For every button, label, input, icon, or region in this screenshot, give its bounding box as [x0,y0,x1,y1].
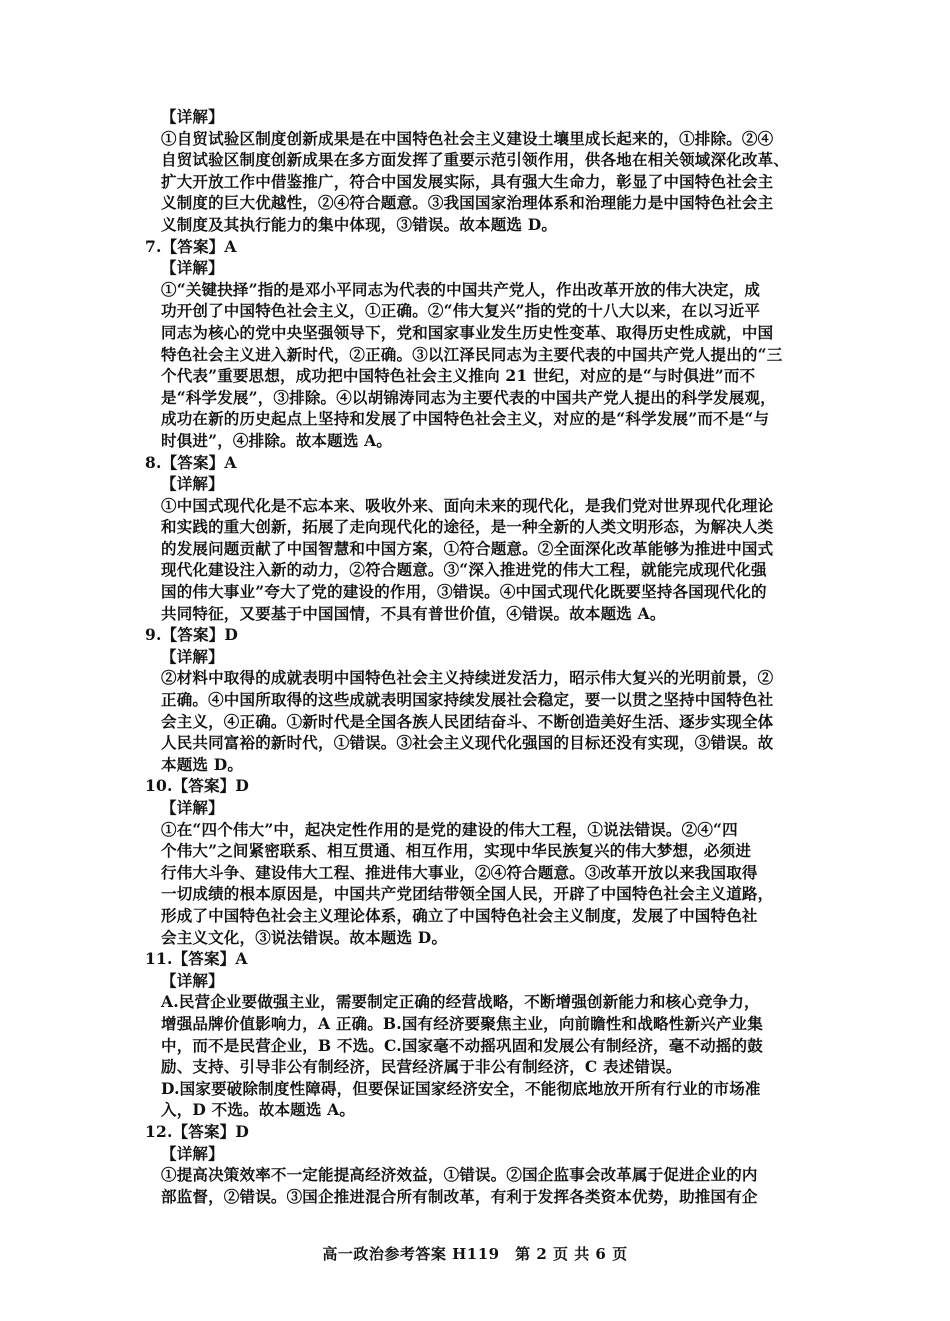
text-line: ①中国式现代化是不忘本来、吸收外来、面向未来的现代化，是我们党对世界现代化理论 [161,495,774,515]
text-line: 特色社会主义进入新时代，②正确。③以江泽民同志为主要代表的中国共产党人提出的“三 [161,344,783,364]
text-line: 自贸试验区制度创新成果在多方面发挥了重要示范引领作用，供各地在相关领域深化改革、 [161,150,790,170]
question-11 [145,948,815,1121]
text-line: 扩大开放工作中借鉴推广，符合中国发展实际，具有强大生命力，彰显了中国特色社会主 [161,171,774,191]
page-footer: 高一政治参考答案 H119 第 2 页 共 6 页 [322,1245,628,1263]
detail-label: 【详解】 [161,798,224,817]
text-line: 义制度及其执行能力的集中体现，③错误。故本题选 D。 [161,214,558,234]
text-line: 国的伟大事业”夸大了党的建设的作用，③错误。④中国式现代化既要坚持各国现代化的 [161,582,767,602]
detail-label: 【详解】 [161,1143,224,1163]
answer-heading: 10.【答案】D [145,776,250,796]
text-line: ①在“四个伟大”中，起决定性作用的是党的建设的伟大工程，①说法错误。②④“四 [161,819,738,839]
text-line: 形成了中国特色社会主义理论体系，确立了中国特色社会主义制度，发展了中国特色社 [161,905,758,925]
detail-label: 【详解】 [161,970,224,990]
text-line: 部监督，②错误。③国企推进混合所有制改革，有利于发挥各类资本优势，助推国有企 [161,1186,758,1206]
text-line: 个代表”重要思想，成功把中国特色社会主义推向 21 世纪，对应的是“与时俱进”而不 [161,366,756,386]
text-line: 会主义，④正确。①新时代是全国各族人民团结奋斗、不断创造美好生活、逐步实现全体 [161,711,774,731]
text-line: 现代化建设注入新的动力，②符合题意。③“深入推进党的伟大工程，就能完成现代化强 [161,560,767,580]
text-line: 入，D 不选。故本题选 A。 [161,1100,356,1120]
text-line: 成功在新的历史起点上坚持和发展了中国特色社会主义，对应的是“科学发展”而不是“与 [161,409,770,429]
text-line: ②材料中取得的成就表明中国特色社会主义持续迸发活力，昭示伟大复兴的光明前景，② [161,668,774,688]
intro-block [145,106,815,236]
detail-label: 【详解】 [161,646,224,666]
text-line: 会主义文化，③说法错误。故本题选 D。 [161,927,448,947]
text-line: 励、支持、引导非公有制经济，民营经济属于非公有制经济，C 表述错误。 [161,1057,682,1077]
text-line [145,1207,815,1229]
detail-label: 【详解】 [161,474,224,494]
question-9 [145,624,815,775]
answer-heading: 9.【答案】D [145,625,239,645]
answer-heading: 12.【答案】D [145,1121,250,1141]
text-line: ①自贸试验区制度创新成果是在中国特色社会主义建设土壤里成长起来的，①排除。②④ [161,128,774,148]
text-line: 义制度的巨大优越性，②④符合题意。③我国国家治理体系和治理能力是中国特色社会主 [161,193,774,213]
text-line: 的发展问题贡献了中国智慧和中国方案，①符合题意。②全面深化改革能够为推进中国式 [161,538,774,558]
text-line: ①提高决策效率不一定能提高经济效益，①错误。②国企监事会改革属于促进企业的内 [161,1165,758,1185]
detail-label: 【详解】 [161,107,224,126]
detail-label: 【详解】 [161,258,224,278]
text-line: 功开创了中国特色社会主义，①正确。②“伟大复兴”指的党的十八大以来，在以习近平 [161,301,761,321]
answer-content [145,106,815,1229]
text-line: 一切成绩的根本原因是，中国共产党团结带领全国人民，开辟了中国特色社会主义道路， [161,884,774,904]
text-line: 增强品牌价值影响力，A 正确。B.国有经济要聚焦主业，向前瞻性和战略性新兴产业集 [161,1013,763,1033]
text-line: A.民营企业要做强主业，需要制定正确的经营战略，不断增强创新能力和核心竞争力， [161,992,760,1012]
text-line: 个伟大”之间紧密联系、相互贯通、相互作用，实现中华民族复兴的伟大梦想，必须进 [161,841,752,861]
text-line: 人民共同富裕的新时代，①错误。③社会主义现代化强国的目标还没有实现，③错误。故 [161,733,774,753]
question-12 [145,1121,815,1229]
text-line: 中，而不是民营企业，B 不选。C.国家毫不动摇巩固和发展公有制经济，毫不动摇的鼓 [161,1035,763,1055]
text-line: 时俱进”，④排除。故本题选 A。 [161,430,393,450]
text-line: 正确。④中国所取得的这些成就表明国家持续发展社会稳定，要一以贯之坚持中国特色社 [161,690,774,710]
text-line: 本题选 D。 [161,754,244,774]
text-line: ①“关键抉择”指的是邓小平同志为代表的中国共产党人，作出改革开放的伟大决定，成 [161,279,761,299]
question-8 [145,452,815,625]
answer-heading: 11.【答案】A [145,949,248,969]
text-line: 共同特征，又要基于中国国情，不具有普世价值，④错误。故本题选 A。 [161,603,666,623]
question-10 [145,775,815,948]
question-7 [145,236,815,452]
text-line: 是“科学发展”，③排除。④以胡锦涛同志为主要代表的中国共产党人提出的科学发展观， [161,387,776,407]
text-line: 和实践的重大创新，拓展了走向现代化的途径，是一种全新的人类文明形态，为解决人类 [161,517,774,537]
text-line: D.国家要破除制度性障碍，但要保证国家经济安全，不能彻底地放开所有行业的市场准 [161,1078,761,1098]
answer-heading: 7.【答案】A [145,236,237,256]
answer-heading: 8.【答案】A [145,452,237,472]
text-line: 同志为核心的党中央坚强领导下，党和国家事业发生历史性变革、取得历史性成就，中国 [161,322,774,342]
text-line: 行伟大斗争、建设伟大工程、推进伟大事业，②④符合题意。③改革开放以来我国取得 [161,862,758,882]
